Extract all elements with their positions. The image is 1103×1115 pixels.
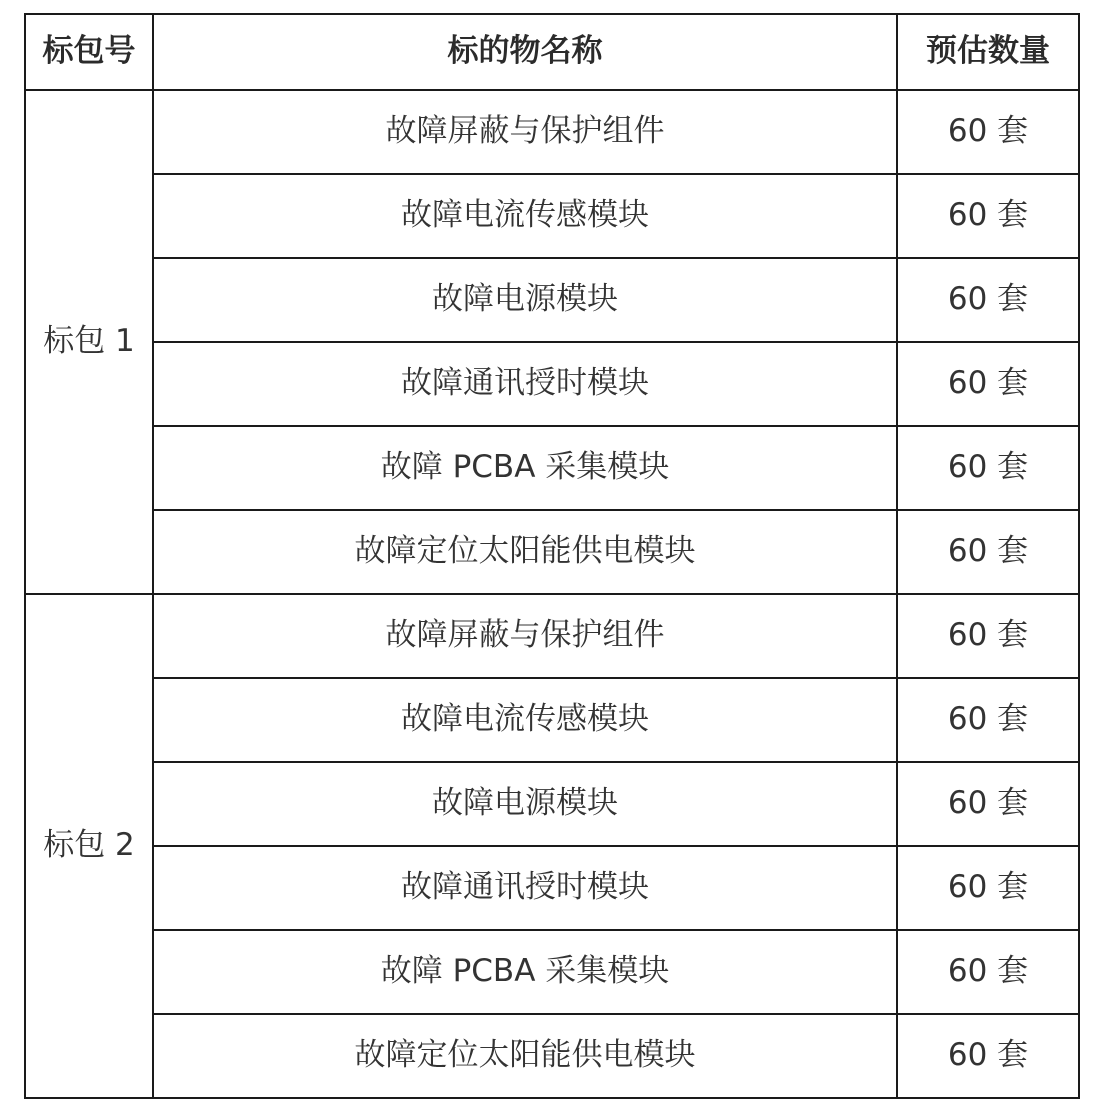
item-name-cell: 故障 PCBA 采集模块	[153, 930, 897, 1014]
item-name-cell: 故障电源模块	[153, 762, 897, 846]
item-name-cell: 故障电流传感模块	[153, 678, 897, 762]
table-row	[25, 762, 1079, 846]
package-label: 标包 1	[25, 90, 153, 594]
table-row	[25, 678, 1079, 762]
item-quantity-cell: 60 套	[897, 426, 1079, 510]
item-name-cell: 故障屏蔽与保护组件	[153, 594, 897, 678]
item-name-cell: 故障电流传感模块	[153, 174, 897, 258]
package-label: 标包 2	[25, 594, 153, 1098]
item-quantity-cell: 60 套	[897, 174, 1079, 258]
table-row	[25, 258, 1079, 342]
item-quantity-cell: 60 套	[897, 510, 1079, 594]
item-quantity-cell: 60 套	[897, 258, 1079, 342]
table-header-row	[25, 14, 1079, 90]
table-row	[25, 930, 1079, 1014]
procurement-table	[24, 13, 1080, 1099]
table-row	[25, 510, 1079, 594]
item-quantity-cell: 60 套	[897, 342, 1079, 426]
item-name-cell: 故障电源模块	[153, 258, 897, 342]
item-name-cell: 故障屏蔽与保护组件	[153, 90, 897, 174]
table-row	[25, 1014, 1079, 1098]
item-quantity-cell: 60 套	[897, 846, 1079, 930]
item-quantity-cell: 60 套	[897, 678, 1079, 762]
table-row	[25, 342, 1079, 426]
table-row	[25, 846, 1079, 930]
item-name-cell: 故障 PCBA 采集模块	[153, 426, 897, 510]
item-name-cell: 故障定位太阳能供电模块	[153, 1014, 897, 1098]
table-row	[25, 90, 1079, 174]
header-estimated-quantity: 预估数量	[897, 14, 1079, 90]
item-name-cell: 故障定位太阳能供电模块	[153, 510, 897, 594]
item-quantity-cell: 60 套	[897, 930, 1079, 1014]
item-quantity-cell: 60 套	[897, 90, 1079, 174]
header-package-no: 标包号	[25, 14, 153, 90]
header-item-name: 标的物名称	[153, 14, 897, 90]
table-row	[25, 594, 1079, 678]
table-row	[25, 174, 1079, 258]
item-quantity-cell: 60 套	[897, 1014, 1079, 1098]
item-name-cell: 故障通讯授时模块	[153, 342, 897, 426]
item-quantity-cell: 60 套	[897, 594, 1079, 678]
table-row	[25, 426, 1079, 510]
item-name-cell: 故障通讯授时模块	[153, 846, 897, 930]
item-quantity-cell: 60 套	[897, 762, 1079, 846]
